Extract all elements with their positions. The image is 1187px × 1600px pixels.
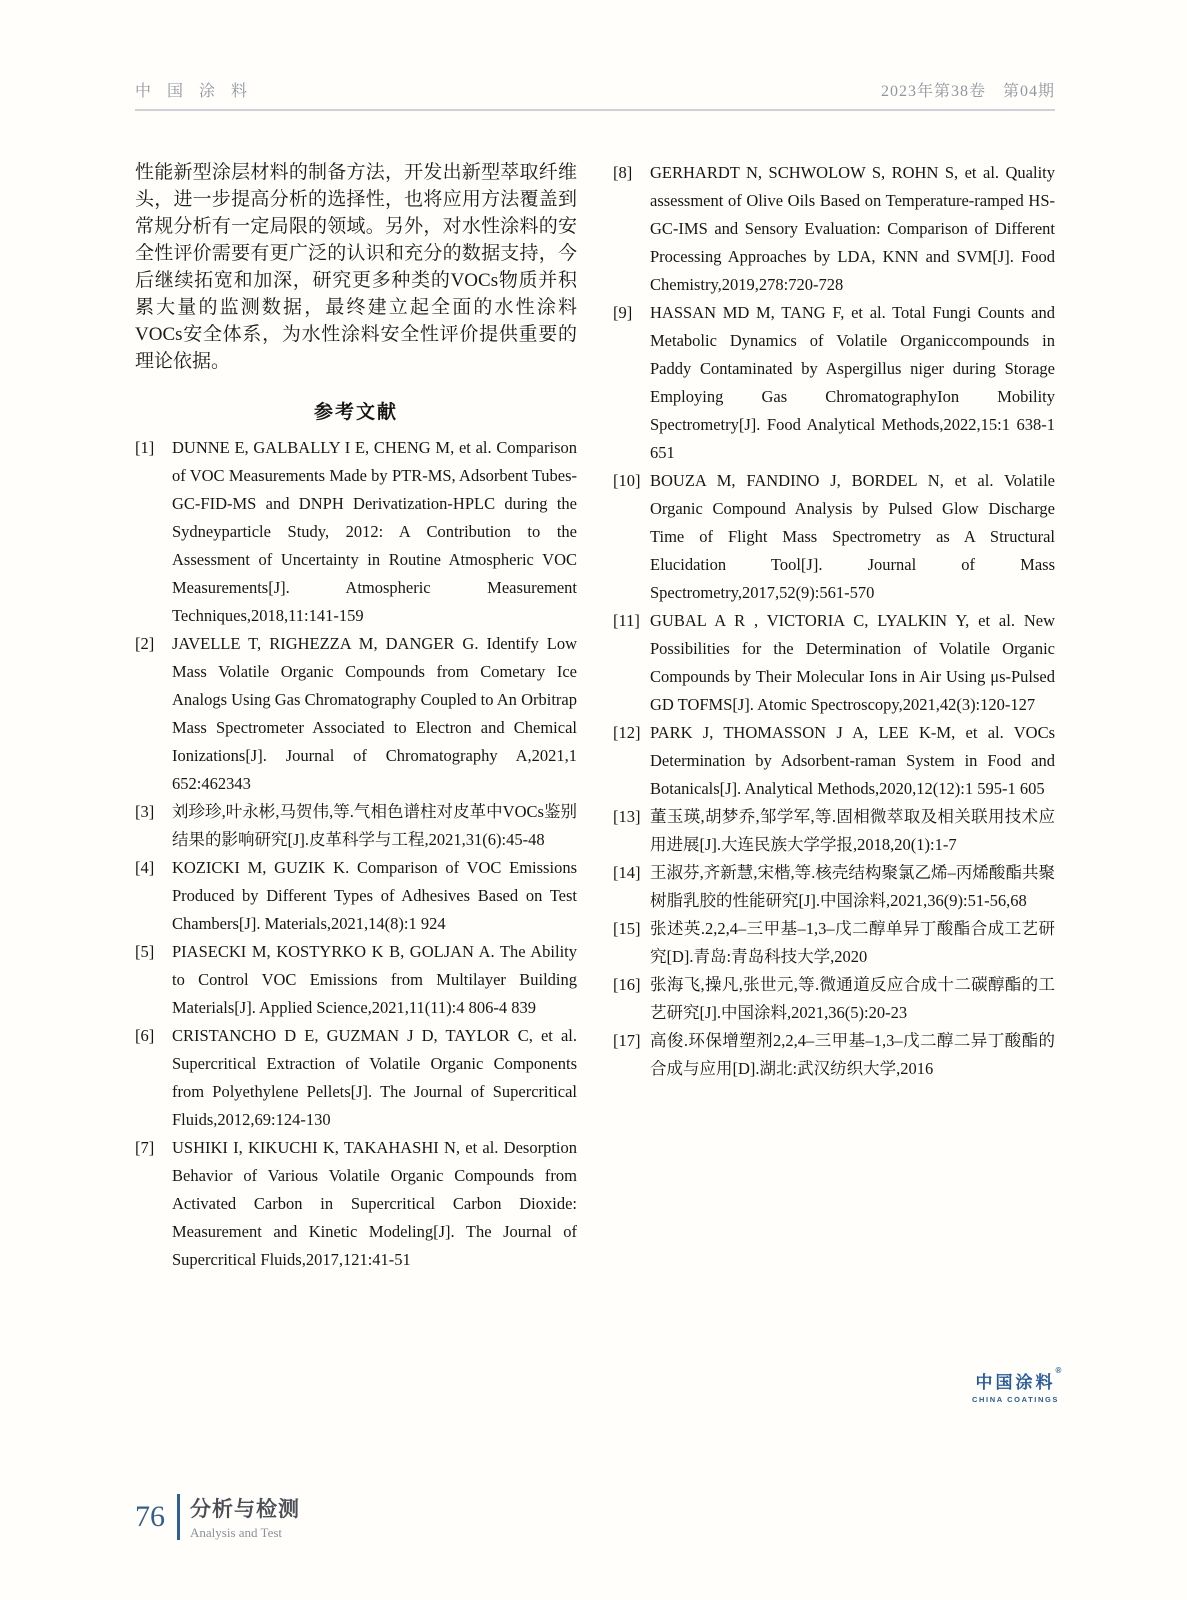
reference-item (613, 719, 1055, 803)
reference-citation: GUBAL A R , VICTORIA C, LYALKIN Y, et al. New Possibilities for the Determination of Volatile Organic Compounds by Their Molecular Ions in Air Using μs-Pulsed GD TOFMS[J]. Atomic Spectroscopy,2021,42(3):120-127 (650, 611, 1055, 714)
reference-citation: KOZICKI M, GUZIK K. Comparison of VOC Emissions Produced by Different Types of Adhesives Based on Test Chambers[J]. Materials,2021,14(8):1 924 (172, 858, 577, 933)
publisher-logo (972, 1366, 1062, 1404)
section-name-en: Analysis and Test (190, 1525, 283, 1540)
references-heading: 参考文献 (313, 402, 398, 423)
reference-item (135, 630, 577, 798)
journal-name: 中 国 涂 料 (135, 83, 254, 100)
reference-citation: PARK J, THOMASSON J A, LEE K-M, et al. VOCs Determination by Adsorbent-raman System in Food and Botanicals[J]. Analytical Methods,2020,12(12):1 595-1 605 (650, 723, 1055, 798)
reference-citation: HASSAN MD M, TANG F, et al. Total Fungi Counts and Metabolic Dynamics of Volatile Organiccompounds in Paddy Contaminated by Aspergillus niger during Storage Employing Gas ChromatographyIon Mobility Spectrometry[J]. Food Analytical Methods,2022,15:1 638-1 651 (650, 303, 1055, 462)
reference-number: [7] (135, 1138, 155, 1157)
reference-number: [9] (613, 303, 633, 322)
reference-item (613, 159, 1055, 299)
reference-citation: 王淑芬,齐新慧,宋楷,等.核壳结构聚氯乙烯–丙烯酸酯共聚树脂乳胶的性能研究[J].中国涂料,2021,36(9):51-56,68 (650, 863, 1055, 910)
reference-item (135, 798, 577, 854)
reference-item (613, 1027, 1055, 1083)
reference-number: [11] (613, 611, 640, 630)
reference-citation: CRISTANCHO D E, GUZMAN J D, TAYLOR C, et al. Supercritical Extraction of Volatile Organic Components from Polyethylene Pellets[J]. The Journal of Supercritical Fluids,2012,69:124-130 (172, 1026, 577, 1129)
reference-citation: 张述英.2,2,4–三甲基–1,3–戊二醇单异丁酸酯合成工艺研究[D].青岛:青岛科技大学,2020 (650, 919, 1055, 966)
conclusion-paragraph: 性能新型涂层材料的制备方法，开发出新型萃取纤维头，进一步提高分析的选择性，也将应用方法覆盖到常规分析有一定局限的领域。另外，对水性涂料的安全性评价需要有更广泛的认识和充分的数据支持，今后继续拓宽和加深，研究更多种类的VOCs物质并积累大量的监测数据，最终建立起全面的水性涂料VOCs安全体系，为水性涂料安全性评价提供重要的理论依据。 (135, 162, 577, 372)
reference-citation: 刘珍珍,叶永彬,马贺伟,等.气相色谱柱对皮革中VOCs鉴别结果的影响研究[J].皮革科学与工程,2021,31(6):45-48 (172, 802, 577, 849)
reference-number: [15] (613, 919, 641, 938)
reference-list-right (613, 159, 1055, 1083)
reference-citation: USHIKI I, KIKUCHI K, TAKAHASHI N, et al. Desorption Behavior of Various Volatile Organic Compounds from Activated Carbon in Supercritical Carbon Dioxide: Measurement and Kinetic Modeling[J]. The Journal of Supercritical Fluids,2017,121:41-51 (172, 1138, 577, 1269)
reference-citation: PIASECKI M, KOSTYRKO K B, GOLJAN A. The Ability to Control VOC Emissions from Multilayer Building Materials[J]. Applied Science,2021,11(11):4 806-4 839 (172, 942, 577, 1017)
reference-number: [6] (135, 1026, 155, 1045)
reference-citation: GERHARDT N, SCHWOLOW S, ROHN S, et al. Quality assessment of Olive Oils Based on Temperature-ramped HS-GC-IMS and Sensory Evaluation: Comparison of Different Processing Approaches by LDA, KNN and SVM[J]. Food Chemistry,2019,278:720-728 (650, 163, 1055, 294)
section-name-cn: 分析与检测 (190, 1498, 300, 1521)
left-column (135, 159, 577, 1274)
reference-item (135, 1022, 577, 1134)
reference-number: [13] (613, 807, 641, 826)
reference-citation: JAVELLE T, RIGHEZZA M, DANGER G. Identify Low Mass Volatile Organic Compounds from Cometary Ice Analogs Using Gas Chromatography Coupled to An Orbitrap Mass Spectrometer Associated to Electron and Chemical Ionizations[J]. Journal of Chromatography A,2021,1 652:462343 (172, 634, 577, 793)
right-column (613, 159, 1055, 1274)
footer-divider-bar (177, 1494, 180, 1540)
reference-number: [3] (135, 802, 155, 821)
reference-number: [12] (613, 723, 641, 742)
registered-mark: ® (1055, 1366, 1062, 1375)
reference-item (613, 467, 1055, 607)
reference-item (613, 971, 1055, 1027)
reference-number: [4] (135, 858, 155, 877)
logo-text-en: CHINA COATINGS (972, 1395, 1059, 1404)
reference-item (613, 859, 1055, 915)
issue-info: 2023年第38卷 第04期 (880, 83, 1055, 100)
reference-item (613, 915, 1055, 971)
reference-list-left (135, 434, 577, 1274)
reference-item (613, 803, 1055, 859)
reference-item (135, 434, 577, 630)
reference-number: [5] (135, 942, 155, 961)
reference-number: [17] (613, 1031, 641, 1050)
reference-item (135, 854, 577, 938)
reference-number: [16] (613, 975, 641, 994)
reference-citation: 董玉瑛,胡梦乔,邹学军,等.固相微萃取及相关联用技术应用进展[J].大连民族大学学报,2018,20(1):1-7 (650, 807, 1055, 854)
reference-item (135, 1134, 577, 1274)
reference-citation: DUNNE E, GALBALLY I E, CHENG M, et al. Comparison of VOC Measurements Made by PTR-MS, Adsorbent Tubes-GC-FID-MS and DNPH Derivatization-HPLC during the Sydneyparticle Study, 2012: A Contribution to the Assessment of Uncertainty in Routine Atmospheric VOC Measurements[J]. Atmospheric Measurement Techniques,2018,11:141-159 (172, 438, 577, 625)
reference-number: [10] (613, 471, 641, 490)
section-label (190, 1493, 300, 1541)
reference-citation: 张海飞,操凡,张世元,等.微通道反应合成十二碳醇酯的工艺研究[J].中国涂料,2021,36(5):20-23 (650, 975, 1055, 1022)
reference-number: [2] (135, 634, 155, 653)
page-number: 76 (135, 1500, 165, 1533)
reference-item (613, 299, 1055, 467)
reference-number: [8] (613, 163, 633, 182)
page-header (135, 78, 1055, 111)
page-footer (135, 1492, 300, 1542)
reference-number: [14] (613, 863, 641, 882)
reference-item (613, 607, 1055, 719)
reference-number: [1] (135, 438, 155, 457)
reference-citation: 高俊.环保增塑剂2,2,4–三甲基–1,3–戊二醇二异丁酸酯的合成与应用[D].湖北:武汉纺织大学,2016 (650, 1031, 1055, 1078)
logo-text-cn: 中国涂料 ® (975, 1366, 1062, 1392)
reference-citation: BOUZA M, FANDINO J, BORDEL N, et al. Volatile Organic Compound Analysis by Pulsed Glow Discharge Time of Flight Mass Spectrometry as A Structural Elucidation Tool[J]. Journal of Mass Spectrometry,2017,52(9):561-570 (650, 471, 1055, 602)
reference-item (135, 938, 577, 1022)
two-column-body (135, 159, 1055, 1274)
